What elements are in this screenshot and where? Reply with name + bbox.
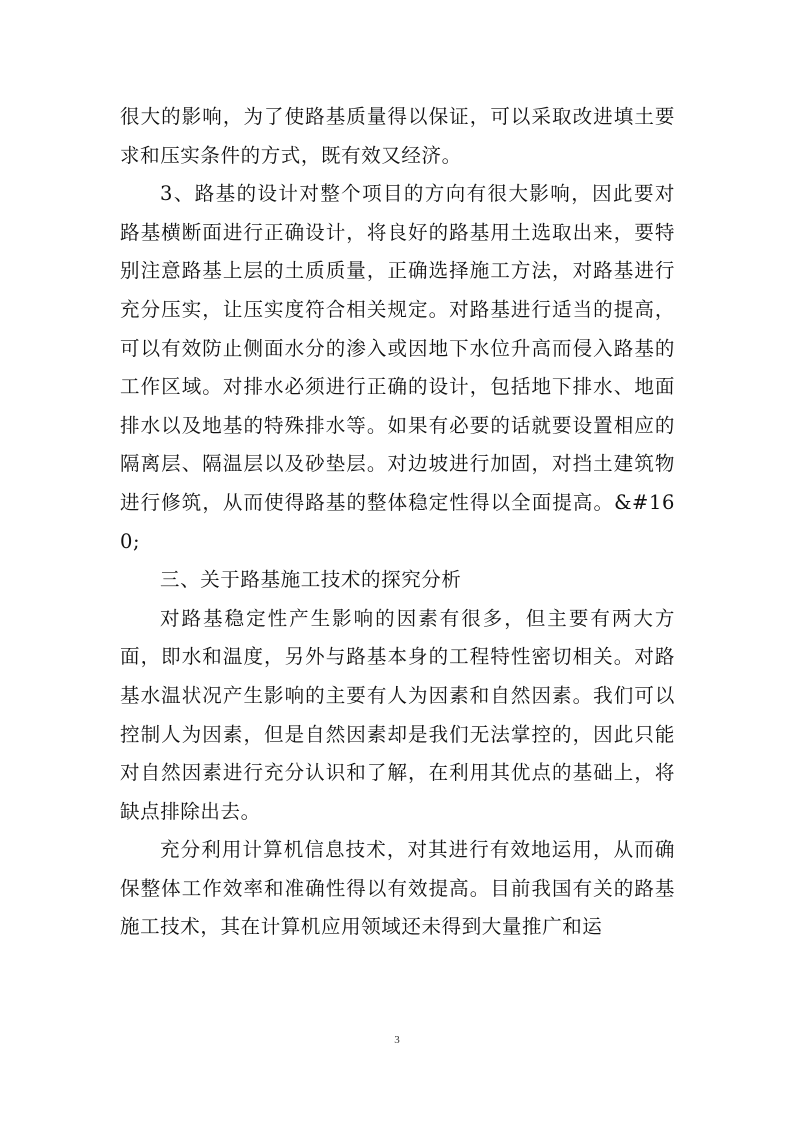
paragraph-stability-factors: 对路基稳定性产生影响的因素有很多，但主要有两大方面，即水和温度，另外与路基本身的工程特性密切相关。对路基水温状况产生影响的主要有人为因素和自然因素。我们可以控制人为因素，但是自然因素却是我们无法掌控的，因此只能对自然因素进行充分认识和了解，在利用其优点的基础上，将缺点排除出去。 [120, 606, 675, 823]
page-number: 3 [394, 1034, 400, 1046]
document-body [120, 98, 675, 947]
paragraph-continuation: 很大的影响，为了使路基质量得以保证，可以采取改进填土要求和压实条件的方式，既有效又经济。 [120, 105, 675, 167]
section-heading-construction-technology: 三、关于路基施工技术的探究分析 [160, 568, 462, 592]
paragraph-roadbed-design: 3、路基的设计对整个项目的方向有很大影响，因此要对路基横断面进行正确设计，将良好的路基用土选取出来，要特别注意路基上层的土质质量，正确选择施工方法，对路基进行充分压实，让压实度符合相关规定。对路基进行适当的提高，可以有效防止侧面水分的渗入或因地下水位升高而侵入路基的工作区域。对排水必须进行正确的设计，包括地下排水、地面排水以及地基的特殊排水等。如果有必要的话就要设置相应的隔离层、隔温层以及砂垫层。对边坡进行加固，对挡土建筑物进行修筑，从而使得路基的整体稳定性得以全面提高。&#160; [120, 182, 675, 553]
paragraph-computer-technology: 充分利用计算机信息技术，对其进行有效地运用，从而确保整体工作效率和准确性得以有效提高。目前我国有关的路基施工技术，其在计算机应用领域还未得到大量推广和运 [120, 838, 675, 939]
